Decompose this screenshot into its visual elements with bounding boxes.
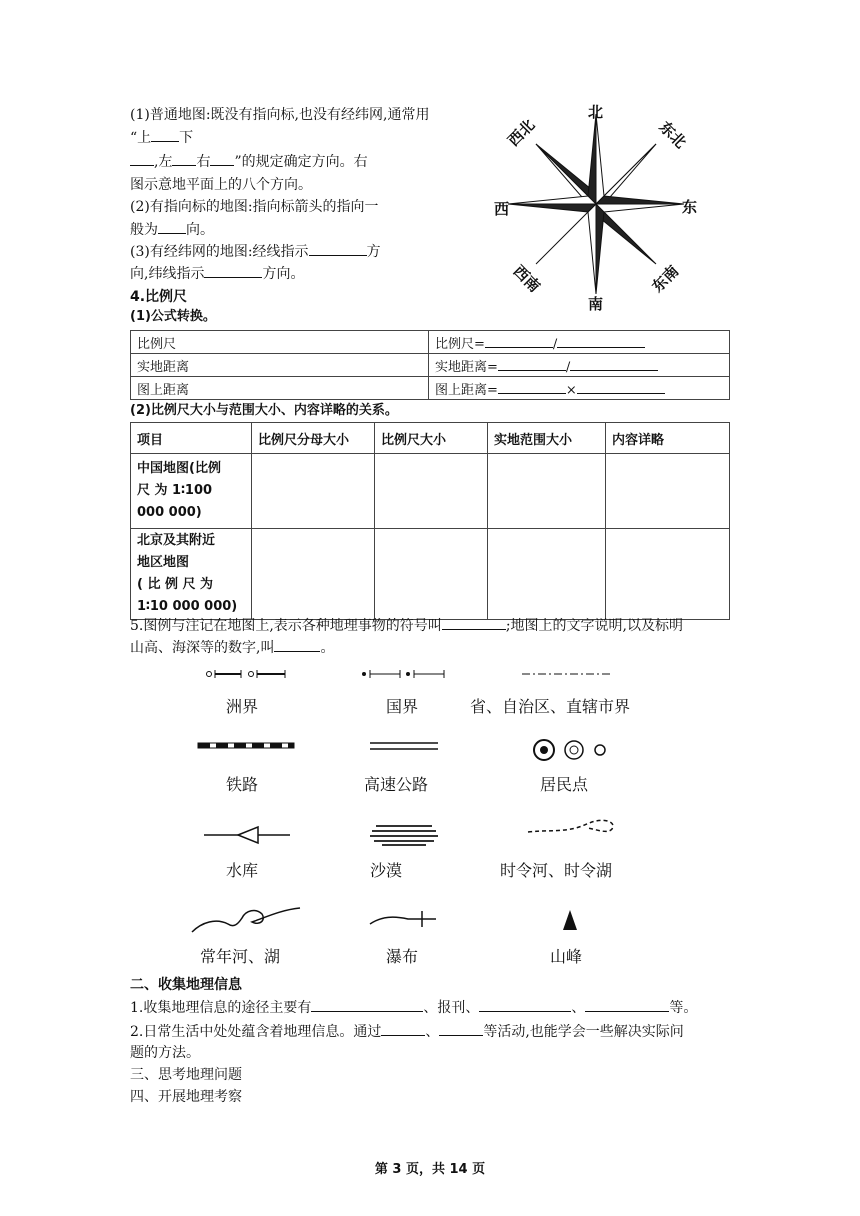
legend-label: 居民点 xyxy=(540,775,589,794)
blank[interactable] xyxy=(570,355,658,371)
legend-label: 省、自治区、直辖市界 xyxy=(470,697,631,716)
header-cell: 实地范围大小 xyxy=(488,423,606,454)
answer-cell[interactable] xyxy=(488,454,606,529)
settlement-icon xyxy=(530,738,610,764)
blank[interactable] xyxy=(442,614,506,630)
compass-east: 东 xyxy=(682,198,698,216)
collect-heading: 二、收集地理信息 xyxy=(130,977,242,993)
table-row xyxy=(131,377,730,400)
answer-cell[interactable] xyxy=(375,454,488,529)
legend-label: 水库 xyxy=(226,861,259,880)
direction-line-1: (1)普通地图:既没有指向标,也没有经纬网,通常用 xyxy=(130,107,430,123)
blank[interactable] xyxy=(204,262,262,278)
direction-line-2: “上 下 xyxy=(130,126,193,149)
row-label: 北京及其附近 地区地图 ( 比 例 尺 为 1∶10 000 000) xyxy=(131,529,252,620)
blank[interactable] xyxy=(381,1020,425,1036)
blank[interactable] xyxy=(311,996,423,1012)
collect-line-2: 2.日常生活中处处蕴含着地理信息。通过 、 等活动,也能学会一些解决实际问 xyxy=(130,1020,684,1043)
province-border-icon xyxy=(520,664,615,684)
legend-label: 铁路 xyxy=(226,775,259,794)
direction-line-7: (3)有经纬网的地图:经线指示 方 xyxy=(130,240,381,263)
formula-cell: 实地距离= / xyxy=(429,354,730,377)
direction-line-4: 图示意地平面上的八个方向。 xyxy=(130,177,312,193)
compass-southwest: 西南 xyxy=(509,261,544,296)
answer-cell[interactable] xyxy=(252,454,375,529)
blank[interactable] xyxy=(479,996,571,1012)
formula-table xyxy=(130,330,730,400)
header-cell: 内容详略 xyxy=(606,423,730,454)
reservoir-icon xyxy=(202,824,292,846)
legend-label: 洲界 xyxy=(226,697,259,716)
collect-line-1: 1.收集地理信息的途径主要有 、报刊、 、 等。 xyxy=(130,996,697,1019)
desert-icon xyxy=(368,822,440,848)
direction-line-6: 般为 向。 xyxy=(130,218,214,241)
row-label: 中国地图(比例 尺 为 1∶100 000 000) xyxy=(131,454,252,529)
answer-cell[interactable] xyxy=(606,454,730,529)
legend-label: 高速公路 xyxy=(364,775,429,794)
table-row xyxy=(131,331,730,354)
page-footer: 第 3 页，共 14 页 xyxy=(374,1162,486,1177)
mountain-peak-icon xyxy=(560,908,580,932)
collect-line-3: 题的方法。 xyxy=(130,1045,200,1061)
legend-label: 时令河、时令湖 xyxy=(500,861,613,880)
legend-label: 瀑布 xyxy=(386,947,419,966)
scale-sub1: (1)公式转换。 xyxy=(130,309,216,324)
legend-label: 沙漠 xyxy=(370,861,403,880)
compass-northeast: 东北 xyxy=(655,117,690,152)
section-4-heading: 四、开展地理考察 xyxy=(130,1089,242,1105)
compass-west: 西 xyxy=(494,200,510,218)
national-border-icon xyxy=(360,664,450,684)
seasonal-river-icon xyxy=(526,816,618,842)
legend-label: 常年河、湖 xyxy=(200,947,281,966)
scale-heading: 4.比例尺 xyxy=(130,289,188,305)
scale-table xyxy=(130,422,730,620)
blank[interactable] xyxy=(485,332,553,348)
blank[interactable] xyxy=(151,126,179,142)
direction-line-5: (2)有指向标的地图:指向标箭头的指向一 xyxy=(130,199,379,215)
blank[interactable] xyxy=(274,636,320,652)
legend-intro-1: 5.图例与注记在地图上,表示各种地理事物的符号叫 ;地图上的文字说明,以及标明 xyxy=(130,614,683,637)
section-3-heading: 三、思考地理问题 xyxy=(130,1067,242,1083)
blank[interactable] xyxy=(172,150,196,166)
table-row xyxy=(131,529,730,620)
table-row xyxy=(131,454,730,529)
blank[interactable] xyxy=(309,240,367,256)
legend-label: 国界 xyxy=(386,697,419,716)
blank[interactable] xyxy=(585,996,669,1012)
formula-cell: 图上距离= × xyxy=(429,377,730,400)
waterfall-icon xyxy=(368,908,438,930)
blank[interactable] xyxy=(439,1020,483,1036)
table-row xyxy=(131,354,730,377)
direction-line-3: ,左 右 ”的规定确定方向。右 xyxy=(130,150,368,173)
expressway-icon xyxy=(368,738,440,754)
answer-cell[interactable] xyxy=(606,529,730,620)
header-cell: 项目 xyxy=(131,423,252,454)
railway-icon xyxy=(196,738,296,754)
blank[interactable] xyxy=(130,150,154,166)
table-header-row xyxy=(131,423,730,454)
blank[interactable] xyxy=(577,378,665,394)
answer-cell[interactable] xyxy=(252,529,375,620)
formula-label: 图上距离 xyxy=(131,377,429,400)
answer-cell[interactable] xyxy=(488,529,606,620)
perennial-river-icon xyxy=(190,904,305,936)
direction-line-8: 向,纬线指示 方向。 xyxy=(130,262,304,285)
blank[interactable] xyxy=(557,332,645,348)
blank[interactable] xyxy=(498,355,566,371)
compass-southeast: 东南 xyxy=(648,261,683,296)
blank[interactable] xyxy=(210,150,234,166)
compass-south: 南 xyxy=(588,295,604,313)
formula-cell: 比例尺= / xyxy=(429,331,730,354)
header-cell: 比例尺大小 xyxy=(375,423,488,454)
formula-label: 比例尺 xyxy=(131,331,429,354)
legend-label: 山峰 xyxy=(550,947,583,966)
continent-border-icon xyxy=(205,664,290,684)
blank[interactable] xyxy=(498,378,566,394)
scale-sub2: (2)比例尺大小与范围大小、内容详略的关系。 xyxy=(130,403,398,418)
compass-northwest: 西北 xyxy=(504,115,539,150)
blank[interactable] xyxy=(158,218,186,234)
formula-label: 实地距离 xyxy=(131,354,429,377)
header-cell: 比例尺分母大小 xyxy=(252,423,375,454)
answer-cell[interactable] xyxy=(375,529,488,620)
legend-intro-2: 山高、海深等的数字,叫 。 xyxy=(130,636,334,659)
compass-north: 北 xyxy=(588,103,604,121)
